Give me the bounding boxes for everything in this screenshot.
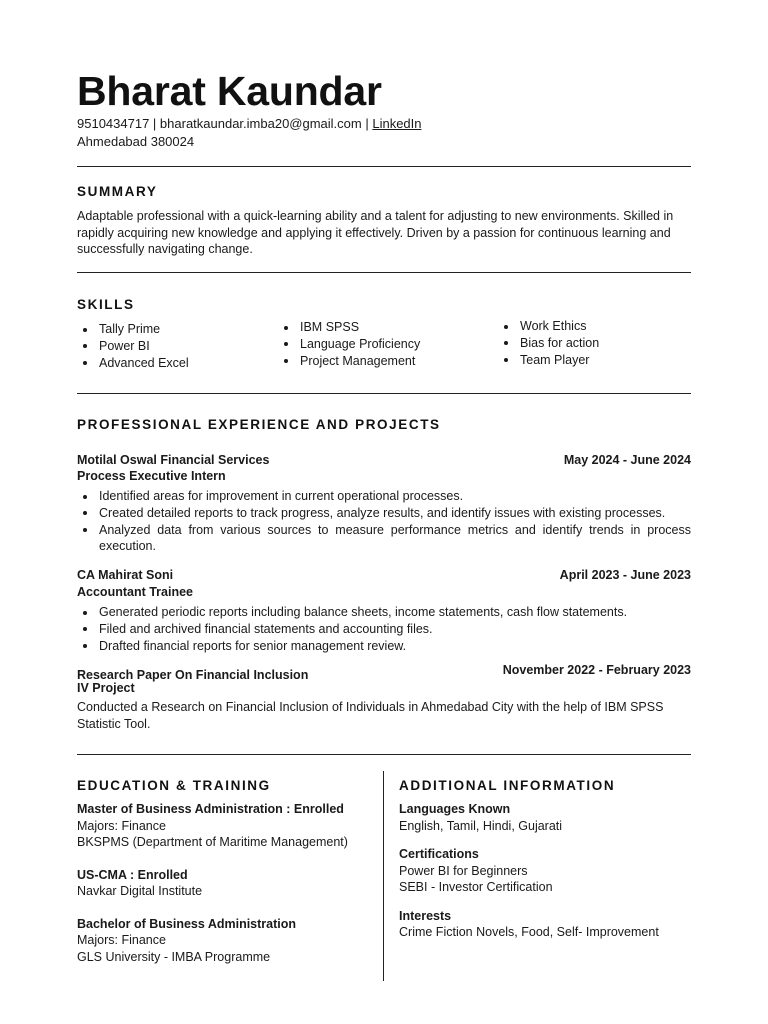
job-dates: April 2023 - June 2023 [559, 568, 691, 582]
languages-label: Languages Known [399, 802, 511, 816]
job-organization: Motilal Oswal Financial Services [77, 453, 270, 467]
education-detail: GLS University - IMBA Programme [77, 949, 271, 964]
education-list [77, 801, 377, 971]
linkedin-link[interactable]: LinkedIn [372, 116, 422, 131]
skills-column-3 [498, 318, 691, 368]
skill-item: Project Management [278, 353, 488, 370]
job-bullet: Generated periodic reports including balance sheets, income statements, cash flow statements. [77, 604, 691, 621]
additional-info-heading: ADDITIONAL INFORMATION [399, 778, 616, 793]
candidate-name: Bharat Kaundar [77, 68, 382, 114]
interests-value: Crime Fiction Novels, Food, Self- Improvement [399, 925, 659, 939]
skills-heading: SKILLS [77, 297, 135, 312]
divider [77, 754, 691, 755]
job-bullets [77, 604, 691, 654]
email-address[interactable]: bharatkaundar.imba20@gmail.com [159, 116, 362, 131]
project-description: Conducted a Research on Financial Inclusion of Individuals in Ahmedabad City with the help of IBM SPSS Statistic Tool. [77, 700, 664, 731]
skill-item: Advanced Excel [77, 355, 277, 372]
education-detail: BKSPMS (Department of Maritime Management) [77, 835, 348, 849]
project-dates: November 2022 - February 2023 [502, 663, 691, 677]
education-item [77, 867, 377, 900]
job-bullet: Drafted financial reports for senior management review. [77, 638, 691, 655]
contact-line [77, 115, 422, 132]
certification-item: Power BI for Beginners [399, 863, 528, 878]
project-type: IV Project [77, 681, 135, 695]
certification-item: SEBI - Investor Certification [399, 880, 553, 894]
address: Ahmedabad 380024 [77, 134, 195, 149]
job-bullet: Created detailed reports to track progress, analyze results, and identify issues with existing processes. [77, 505, 691, 522]
separator: | [361, 116, 373, 131]
skills-column-1 [77, 321, 277, 371]
skills-column-2 [278, 319, 488, 369]
phone-number: 9510434717 [77, 116, 150, 131]
skill-item: Work Ethics [498, 318, 691, 335]
certifications-label: Certifications [399, 847, 479, 861]
languages-value: English, Tamil, Hindi, Gujarati [399, 818, 563, 833]
education-detail: Majors: Finance [77, 818, 166, 833]
experience-heading: PROFESSIONAL EXPERIENCE AND PROJECTS [77, 417, 441, 432]
job-bullet: Filed and archived financial statements and accounting files. [77, 621, 691, 638]
job-organization: CA Mahirat Soni [77, 568, 174, 582]
education-item [77, 916, 377, 966]
interests-label: Interests [399, 908, 452, 923]
job-dates: May 2024 - June 2024 [563, 453, 691, 467]
divider [77, 272, 691, 273]
education-detail: Navkar Digital Institute [77, 884, 203, 898]
job-role: Accountant Trainee [77, 585, 193, 599]
skill-item: Team Player [498, 352, 691, 369]
skill-item: Language Proficiency [278, 336, 488, 353]
additional-info [399, 801, 691, 941]
divider [77, 166, 691, 167]
column-divider [383, 771, 384, 981]
job-bullets [77, 488, 691, 555]
project-title: Research Paper On Financial Inclusion [77, 668, 309, 682]
divider [77, 393, 691, 394]
degree: US-CMA : Enrolled [77, 867, 188, 882]
education-item [77, 801, 377, 851]
degree: Master of Business Administration : Enrolled [77, 802, 344, 816]
job-bullet: Identified areas for improvement in current operational processes. [77, 488, 691, 505]
separator: | [149, 116, 160, 131]
education-heading: EDUCATION & TRAINING [77, 778, 271, 793]
skill-item: Bias for action [498, 335, 691, 352]
summary-text: Adaptable professional with a quick-learning ability and a talent for adjusting to new environments. Skilled in rapidly acquiring new knowledge and applying it effectively. Driven by a passion for continuous learning and successfully navigating change. [77, 209, 674, 256]
summary-heading: SUMMARY [77, 184, 158, 199]
education-detail: Majors: Finance [77, 933, 166, 947]
job-role: Process Executive Intern [77, 469, 226, 483]
degree: Bachelor of Business Administration [77, 916, 297, 931]
skill-item: Tally Prime [77, 321, 277, 338]
skill-item: Power BI [77, 338, 277, 355]
skill-item: IBM SPSS [278, 319, 488, 336]
job-bullet: Analyzed data from various sources to measure performance metrics and identify trends in process execution. [77, 522, 691, 556]
